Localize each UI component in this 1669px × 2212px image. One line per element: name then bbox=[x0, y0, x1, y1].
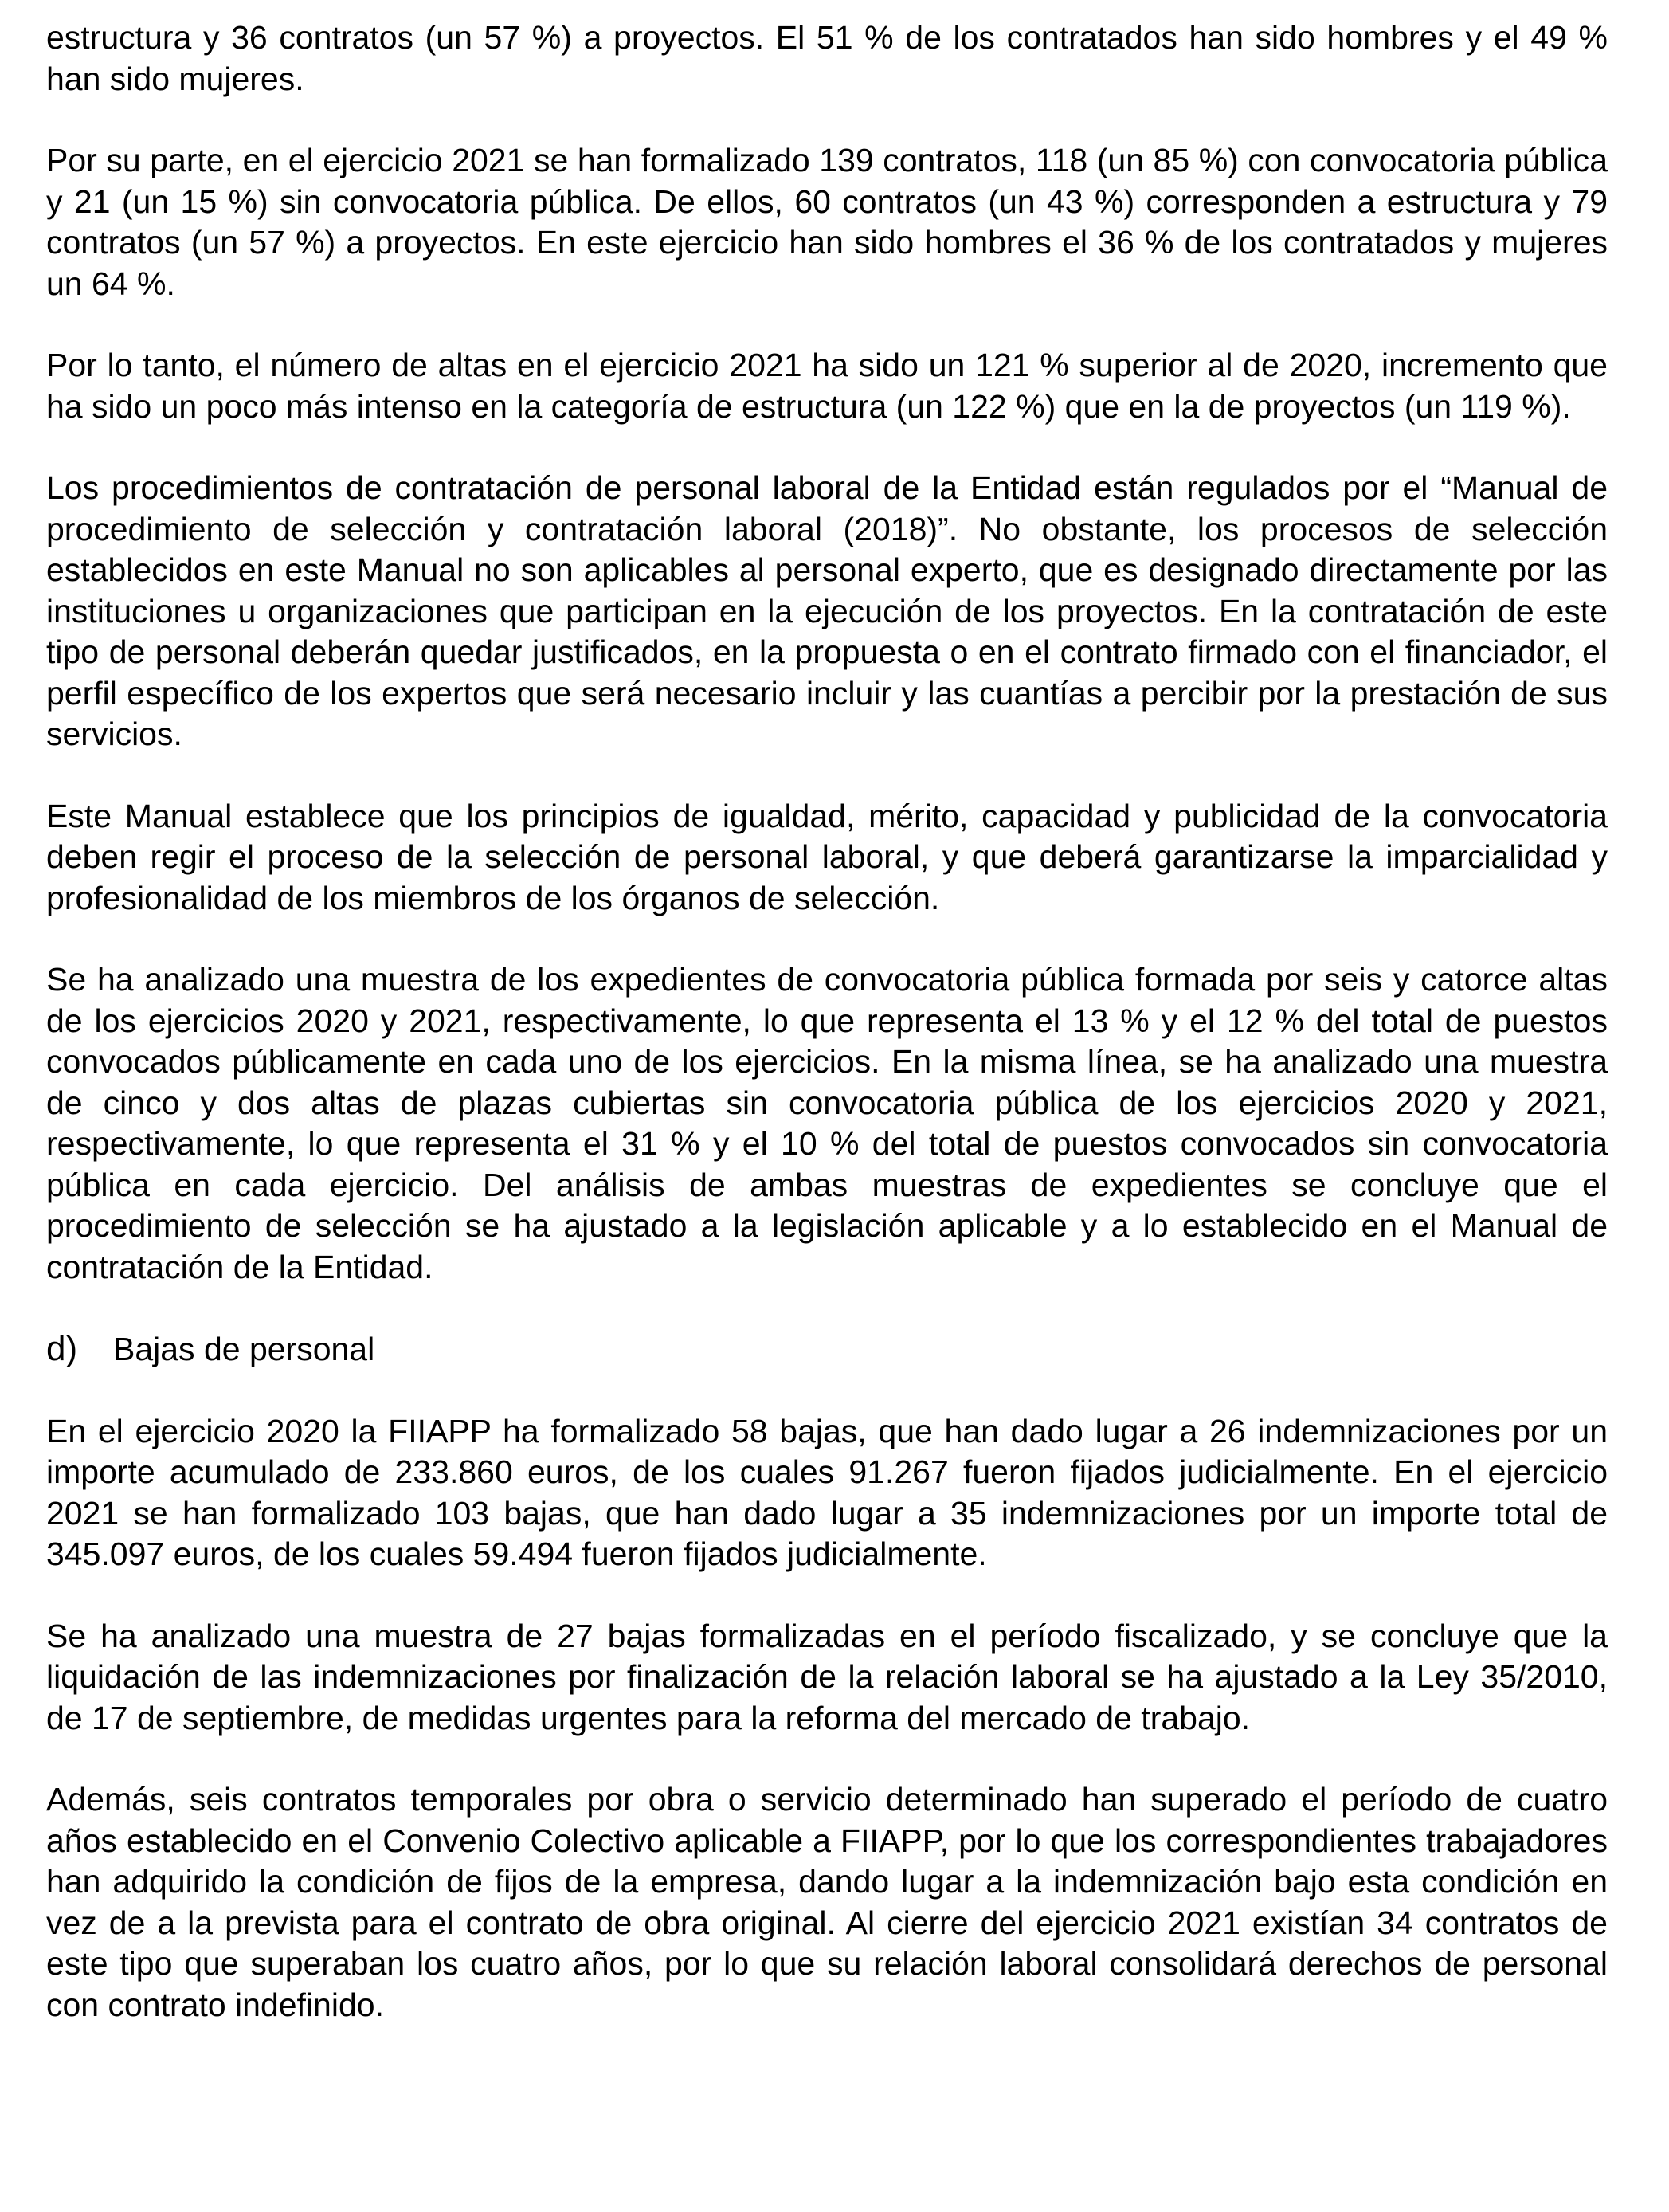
section-letter: d) bbox=[46, 1329, 78, 1368]
section-title: Bajas de personal bbox=[113, 1331, 375, 1367]
paragraph: Se ha analizado una muestra de los expedientes de convocatoria pública formada por seis y catorce altas de los ejercicios 2020 y 2021, respectivamente, lo que representa el 13 % y el 12 % del total de puestos convocados públicamente en cada uno de los ejercicios. En la misma línea, se ha analizado una muestra de cinco y dos altas de plazas cubiertas sin convocatoria pública de los ejercicios 2020 y 2021, respectivamente, lo que representa el 31 % y el 10 % del total de puestos convocados sin convocatoria pública en cada ejercicio. Del análisis de ambas muestras de expedientes se concluye que el procedimiento de selección se ha ajustado a la legislación aplicable y a lo establecido en el Manual de contratación de la Entidad. bbox=[46, 961, 1608, 1285]
paragraph: Los procedimientos de contratación de personal laboral de la Entidad están regulados por el “Manual de procedimiento de selección y contratación laboral (2018)”. No obstante, los procesos de selección establecidos en este Manual no son aplicables al personal experto, que es designado directamente por las instituciones u organizaciones que participan en la ejecución de los proyectos. En la contratación de este tipo de personal deberán quedar justificados, en la propuesta o en el contrato firmado con el financiador, el perfil específico de los expertos que será necesario incluir y las cuantías a percibir por la prestación de sus servicios. bbox=[46, 469, 1608, 752]
paragraph: En el ejercicio 2020 la FIIAPP ha formalizado 58 bajas, que han dado lugar a 26 indemnizaciones por un importe acumulado de 233.860 euros, de los cuales 91.267 fueron fijados judicialmente. En el ejercicio 2021 se han formalizado 103 bajas, que han dado lugar a 35 indemnizaciones por un importe total de 345.097 euros, de los cuales 59.494 fueron fijados judicialmente. bbox=[46, 1412, 1608, 1572]
section-heading bbox=[46, 1328, 1608, 1371]
paragraph: Se ha analizado una muestra de 27 bajas formalizadas en el período fiscalizado, y se concluye que la liquidación de las indemnizaciones por finalización de la relación laboral se ha ajustado a la Ley 35/2010, de 17 de septiembre, de medidas urgentes para la reforma del mercado de trabajo. bbox=[46, 1617, 1608, 1736]
paragraph: estructura y 36 contratos (un 57 %) a proyectos. El 51 % de los contratados han sido hombres y el 49 % han sido mujeres. bbox=[46, 19, 1608, 97]
paragraph: Este Manual establece que los principios de igualdad, mérito, capacidad y publicidad de la convocatoria deben regir el proceso de la selección de personal laboral, y que deberá garantizarse la imparcialidad y profesionalidad de los miembros de los órganos de selección. bbox=[46, 797, 1608, 916]
paragraph: Por lo tanto, el número de altas en el ejercicio 2021 ha sido un 121 % superior al de 2020, incremento que ha sido un poco más intenso en la categoría de estructura (un 122 %) que en la de proyectos (un 119 %). bbox=[46, 347, 1608, 425]
paragraph: Además, seis contratos temporales por obra o servicio determinado han superado el período de cuatro años establecido en el Convenio Colectivo aplicable a FIIAPP, por lo que los correspondientes trabajadores han adquirido la condición de fijos de la empresa, dando lugar a la indemnización bajo esta condición en vez de a la prevista para el contrato de obra original. Al cierre del ejercicio 2021 existían 34 contratos de este tipo que superaban los cuatro años, por lo que su relación laboral consolidará derechos de personal con contrato indefinido. bbox=[46, 1781, 1608, 2023]
paragraph: Por su parte, en el ejercicio 2021 se han formalizado 139 contratos, 118 (un 85 %) con convocatoria pública y 21 (un 15 %) sin convocatoria pública. De ellos, 60 contratos (un 43 %) corresponden a estructura y 79 contratos (un 57 %) a proyectos. En este ejercicio han sido hombres el 36 % de los contratados y mujeres un 64 %. bbox=[46, 142, 1608, 302]
document-page bbox=[46, 18, 1608, 2066]
